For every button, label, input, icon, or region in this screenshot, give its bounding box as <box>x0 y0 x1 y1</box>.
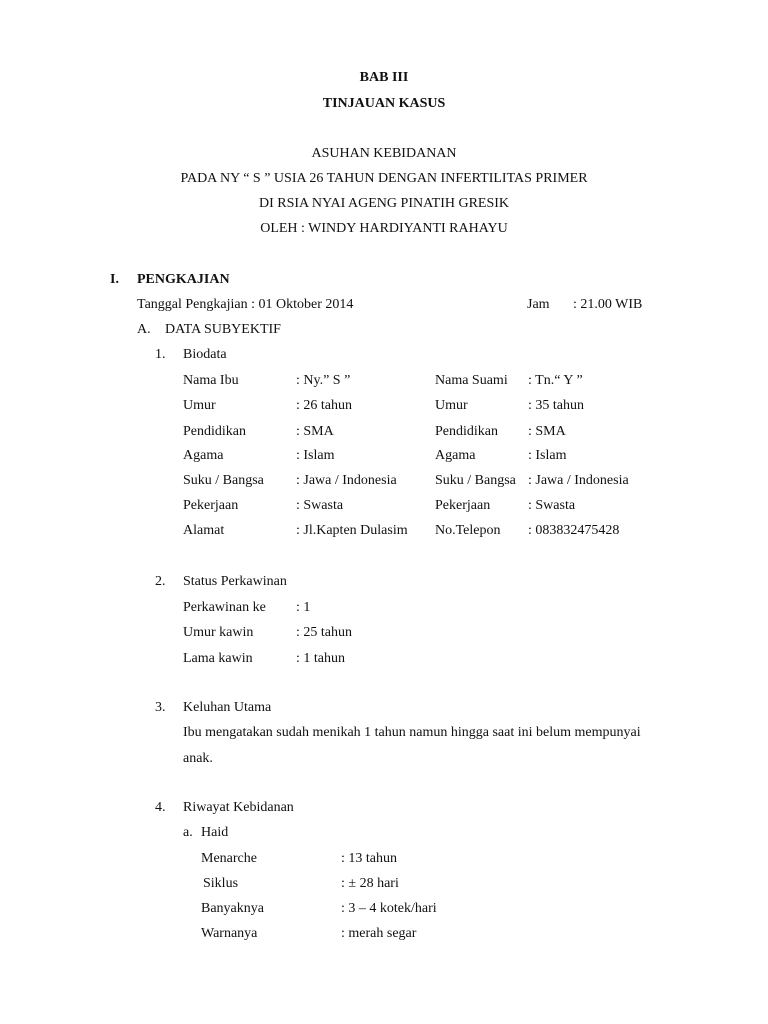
sub-item-title: Haid <box>201 825 229 840</box>
marriage-label: Umur kawin <box>183 625 254 640</box>
biodata-label: Alamat <box>183 523 225 538</box>
title-line-2: PADA NY “ S ” USIA 26 TAHUN DENGAN INFERTILITAS PRIMER <box>180 171 588 186</box>
biodata-label: Umur <box>183 398 216 413</box>
time-value: : 21.00 WIB <box>573 297 643 312</box>
item-title: Biodata <box>183 347 227 362</box>
biodata-label: Pendidikan <box>435 424 498 439</box>
biodata-value: : Swasta <box>296 498 344 513</box>
item-number: 2. <box>155 574 166 589</box>
sub-item-letter: a. <box>183 825 193 840</box>
biodata-value: : 35 tahun <box>528 398 584 413</box>
item-title: Riwayat Kebidanan <box>183 800 294 815</box>
title-line-1: ASUHAN KEBIDANAN <box>311 146 457 161</box>
section-number: I. <box>110 272 119 287</box>
biodata-label: No.Telepon <box>435 523 501 538</box>
title-line-3: DI RSIA NYAI AGENG PINATIH GRESIK <box>258 196 510 211</box>
biodata-label: Umur <box>435 398 468 413</box>
marriage-label: Lama kawin <box>183 651 253 666</box>
biodata-label: Suku / Bangsa <box>183 473 264 488</box>
biodata-value: : Islam <box>296 448 335 463</box>
biodata-label: Agama <box>183 448 224 463</box>
marriage-value: : 25 tahun <box>296 625 352 640</box>
title-line-4: OLEH : WINDY HARDIYANTI RAHAYU <box>260 221 508 236</box>
biodata-value: : Tn.“ Y ” <box>528 373 583 388</box>
assessment-date: Tanggal Pengkajian : 01 Oktober 2014 <box>137 297 354 312</box>
biodata-value: : 083832475428 <box>528 523 620 538</box>
menstruation-value: : 13 tahun <box>341 851 397 866</box>
chapter-heading: BAB III <box>359 70 409 85</box>
menstruation-label: Menarche <box>201 851 257 866</box>
subsection-letter: A. <box>137 322 151 337</box>
biodata-value: : Jawa / Indonesia <box>528 473 629 488</box>
biodata-value: : SMA <box>296 424 334 439</box>
biodata-value: : Islam <box>528 448 567 463</box>
biodata-value: : SMA <box>528 424 566 439</box>
biodata-label: Agama <box>435 448 476 463</box>
marriage-value: : 1 tahun <box>296 651 345 666</box>
biodata-value: : Jawa / Indonesia <box>296 473 397 488</box>
item-number: 3. <box>155 700 166 715</box>
menstruation-label: Siklus <box>203 876 239 891</box>
chapter-title: TINJAUAN KASUS <box>322 96 446 111</box>
biodata-label: Nama Suami <box>435 373 508 388</box>
complaint-text-cont: anak. <box>183 751 213 766</box>
menstruation-label: Warnanya <box>201 926 258 941</box>
menstruation-value: : merah segar <box>341 926 417 941</box>
item-number: 4. <box>155 800 166 815</box>
marriage-value: : 1 <box>296 600 311 615</box>
item-title: Keluhan Utama <box>183 700 272 715</box>
complaint-text: Ibu mengatakan sudah menikah 1 tahun namun hingga saat ini belum mempunyai <box>183 725 641 740</box>
biodata-label: Pekerjaan <box>435 498 491 513</box>
section-title: PENGKAJIAN <box>137 272 230 287</box>
biodata-value: : Ny.” S ” <box>296 373 351 388</box>
marriage-label: Perkawinan ke <box>183 600 266 615</box>
menstruation-value: : ± 28 hari <box>341 876 399 891</box>
biodata-value: : Swasta <box>528 498 576 513</box>
biodata-label: Pendidikan <box>183 424 246 439</box>
biodata-label: Pekerjaan <box>183 498 239 513</box>
menstruation-label: Banyaknya <box>201 901 264 916</box>
item-number: 1. <box>155 347 166 362</box>
menstruation-value: : 3 – 4 kotek/hari <box>341 901 437 916</box>
biodata-value: : Jl.Kapten Dulasim <box>296 523 408 538</box>
time-label: Jam <box>527 297 550 312</box>
biodata-value: : 26 tahun <box>296 398 352 413</box>
biodata-label: Nama Ibu <box>183 373 239 388</box>
item-title: Status Perkawinan <box>183 574 287 589</box>
subsection-title: DATA SUBYEKTIF <box>165 322 281 337</box>
biodata-label: Suku / Bangsa <box>435 473 516 488</box>
